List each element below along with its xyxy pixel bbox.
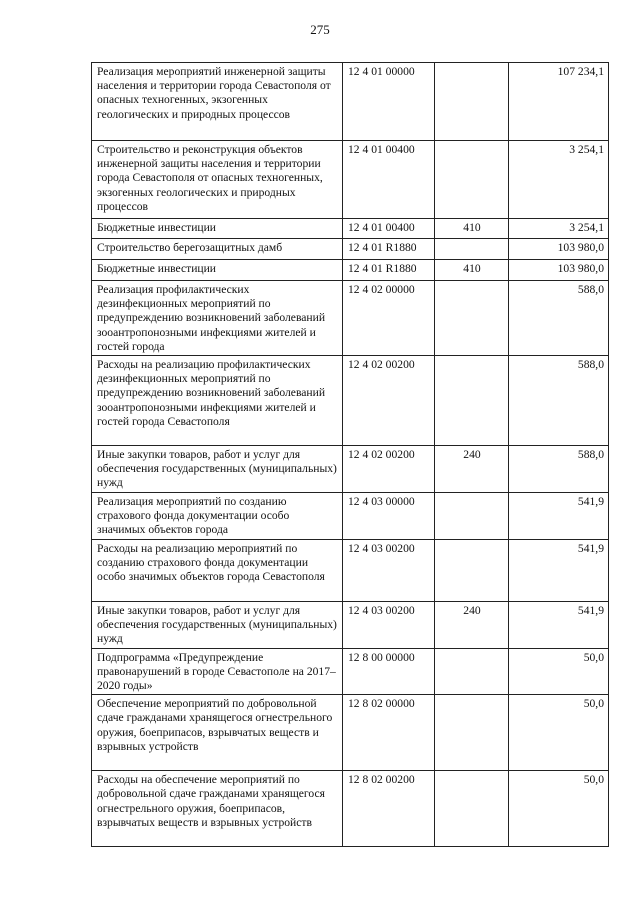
table-row: [92, 281, 609, 356]
row-name: Строительство и реконструкция объектов инженерной защиты населения и территории города Севастополя от опасных техногенных, экзогенных геологических и природных процессов: [92, 141, 343, 219]
row-sum: 50,0: [509, 648, 609, 695]
table-row: [92, 539, 609, 601]
row-sum: 588,0: [509, 356, 609, 446]
row-name: Иные закупки товаров, работ и услуг для обеспечения государственных (муниципальных) нужд: [92, 446, 343, 493]
row-sum: 541,9: [509, 601, 609, 648]
table-row: [92, 695, 609, 771]
row-name: Реализация профилактических дезинфекционных мероприятий по предупреждению возникновений заболеваний зооантропонозными инфекциями жителей и гостей города: [92, 281, 343, 356]
table-row: [92, 141, 609, 219]
row-sum: 50,0: [509, 771, 609, 847]
table-row: [92, 260, 609, 281]
row-name: Бюджетные инвестиции: [92, 260, 343, 281]
table-row: [92, 63, 609, 141]
row-sum: 103 980,0: [509, 239, 609, 260]
row-expense-type: [435, 539, 509, 601]
row-code: 12 4 02 00200: [343, 356, 435, 446]
row-name: Расходы на реализацию профилактических дезинфекционных мероприятий по предупреждению возникновений заболеваний зооантропонозными инфекциями жителей и гостей города Севастополя: [92, 356, 343, 446]
table-row: [92, 356, 609, 446]
row-code: 12 4 03 00200: [343, 601, 435, 648]
row-sum: 541,9: [509, 539, 609, 601]
row-expense-type: 410: [435, 219, 509, 239]
row-sum: 588,0: [509, 281, 609, 356]
row-expense-type: [435, 695, 509, 771]
row-name: Строительство берегозащитных дамб: [92, 239, 343, 260]
table-row: [92, 648, 609, 695]
row-expense-type: [435, 239, 509, 260]
row-name: Иные закупки товаров, работ и услуг для обеспечения государственных (муниципальных) нужд: [92, 601, 343, 648]
row-name: Расходы на обеспечение мероприятий по добровольной сдаче гражданами хранящегося огнестрельного оружия, боеприпасов, взрывчатых веществ и взрывных устройств: [92, 771, 343, 847]
row-code: 12 4 01 R1880: [343, 260, 435, 281]
row-name: Реализация мероприятий инженерной защиты населения и территории города Севастополя от опасных техногенных, экзогенных геологических и природных процессов: [92, 63, 343, 141]
row-name: Подпрограмма «Предупреждение правонарушений в городе Севастополе на 2017–2020 годы»: [92, 648, 343, 695]
table-row: [92, 446, 609, 493]
table-row: [92, 219, 609, 239]
row-code: 12 8 02 00000: [343, 695, 435, 771]
row-sum: 541,9: [509, 492, 609, 539]
row-code: 12 4 02 00000: [343, 281, 435, 356]
row-code: 12 4 01 00000: [343, 63, 435, 141]
row-expense-type: 410: [435, 260, 509, 281]
row-expense-type: 240: [435, 446, 509, 493]
row-name: Расходы на реализацию мероприятий по созданию страхового фонда документации особо значимых объектов города Севастополя: [92, 539, 343, 601]
row-code: 12 8 02 00200: [343, 771, 435, 847]
row-code: 12 8 00 00000: [343, 648, 435, 695]
row-sum: 3 254,1: [509, 141, 609, 219]
row-sum: 588,0: [509, 446, 609, 493]
row-expense-type: [435, 771, 509, 847]
row-expense-type: [435, 648, 509, 695]
row-code: 12 4 02 00200: [343, 446, 435, 493]
row-expense-type: [435, 281, 509, 356]
row-sum: 3 254,1: [509, 219, 609, 239]
row-expense-type: 240: [435, 601, 509, 648]
table-row: [92, 771, 609, 847]
row-expense-type: [435, 492, 509, 539]
row-code: 12 4 03 00200: [343, 539, 435, 601]
row-code: 12 4 01 00400: [343, 141, 435, 219]
row-name: Реализация мероприятий по созданию страхового фонда документации особо значимых объектов города: [92, 492, 343, 539]
row-code: 12 4 03 00000: [343, 492, 435, 539]
page-number: 275: [310, 22, 330, 37]
row-expense-type: [435, 141, 509, 219]
table-row: [92, 601, 609, 648]
row-code: 12 4 01 R1880: [343, 239, 435, 260]
row-name: Обеспечение мероприятий по добровольной сдаче гражданами хранящегося огнестрельного оружия, боеприпасов, взрывчатых веществ и взрывных устройств: [92, 695, 343, 771]
row-sum: 107 234,1: [509, 63, 609, 141]
row-expense-type: [435, 356, 509, 446]
row-expense-type: [435, 63, 509, 141]
budget-table: [91, 62, 609, 847]
table-row: [92, 492, 609, 539]
row-code: 12 4 01 00400: [343, 219, 435, 239]
row-sum: 103 980,0: [509, 260, 609, 281]
row-sum: 50,0: [509, 695, 609, 771]
table-row: [92, 239, 609, 260]
row-name: Бюджетные инвестиции: [92, 219, 343, 239]
